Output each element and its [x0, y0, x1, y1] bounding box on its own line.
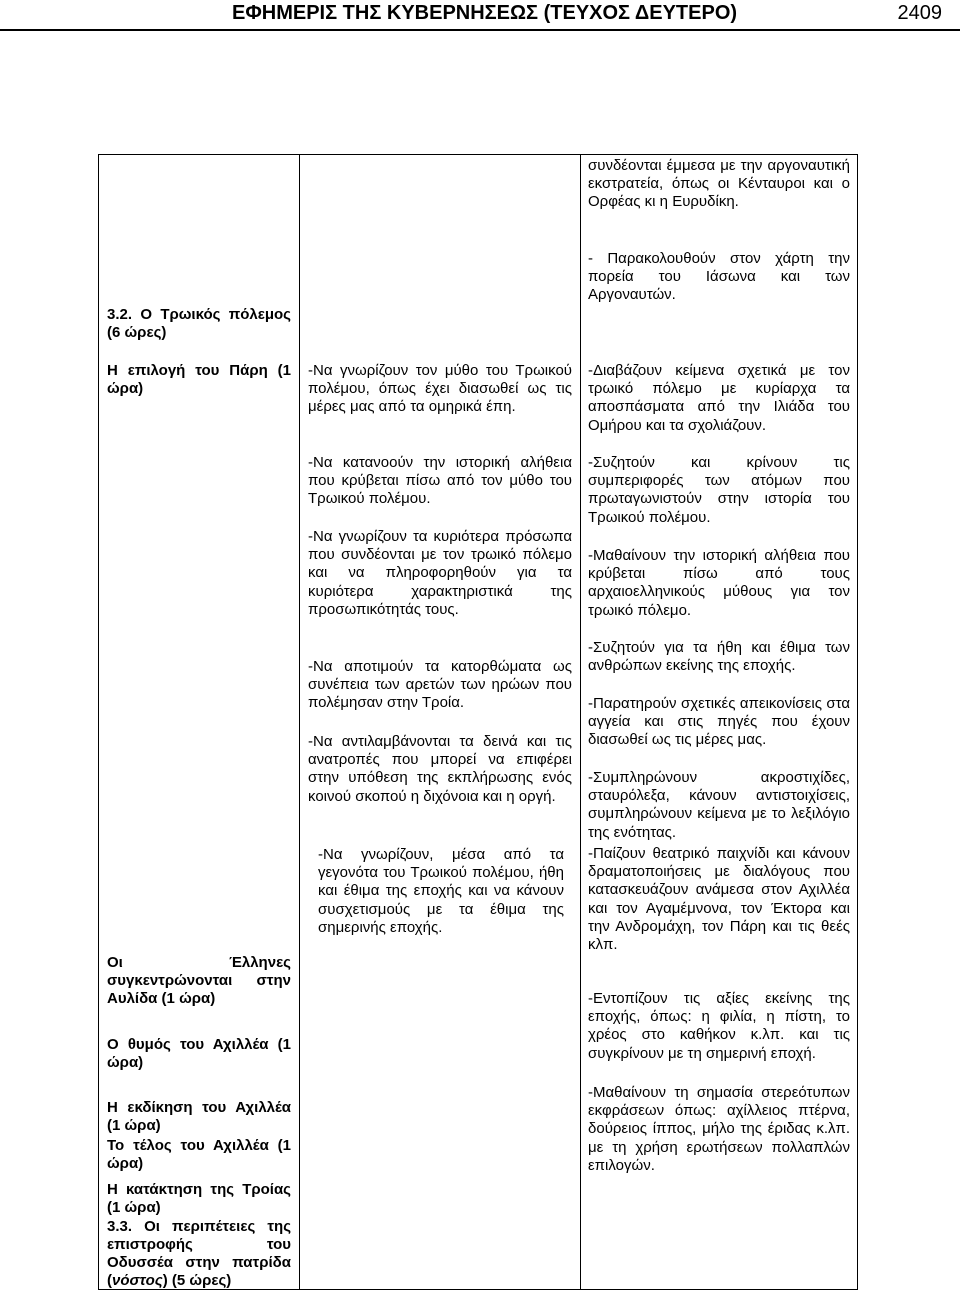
topic-item: Η κατάκτηση της Τροίας (1 ώρα) [107, 1181, 291, 1216]
objective-paragraph: -Να αποτιμούν τα κατορθώματα ως συνέπεια των αρετών των ηρώων που πολέμησαν στην Τροία. [308, 658, 572, 712]
heading-text: ) (5 ώρες) [162, 1272, 232, 1289]
heading-italic-term: νόστος [112, 1272, 163, 1289]
topic-item: Η εκδίκηση του Αχιλλέα (1 ώρα) [107, 1099, 291, 1134]
objective-paragraph: -Να γνωρίζουν, μέσα από τα γεγονότα του Τρωικού πολέμου, ήθη και έθιμα της εποχής και να κάνουν συσχετισμούς με τα έθιμα της σημερινής εποχής. [318, 846, 564, 936]
topic-item: Οι Έλληνες συγκεντρώνονται στην Αυλίδα (1 ώρα) [107, 954, 291, 1007]
page-header [0, 0, 960, 30]
topic-item: Ο θυμός του Αχιλλέα (1 ώρα) [107, 1036, 291, 1071]
activity-paragraph: -Εντοπίζουν τις αξίες εκείνης της εποχής, όπως: η φιλία, η πίστη, το χρέος στο καθήκον κ.λπ. και τις συγκρίνουν με τη σημερινή εποχή. [588, 990, 850, 1062]
activity-paragraph: -Διαβάζουν κείμενα σχετικά με τον τρωικό πόλεμο με κυρίαρχα τα αποσπάσματα από την Ιλιάδα του Ομήρου και τα σχολιάζουν. [588, 362, 850, 434]
objective-paragraph: -Να κατανοούν την ιστορική αλήθεια που κρύβεται πίσω από τον μύθο του Τρωικού πολέμου. [308, 454, 572, 508]
activity-paragraph: -Μαθαίνουν την ιστορική αλήθεια που κρύβεται πίσω από τους αρχαιοελληνικούς μύθους για τον τρωικό πόλεμο. [588, 547, 850, 619]
section-heading [107, 1218, 291, 1290]
activity-paragraph: συνδέονται έμμεσα με την αργοναυτική εκστρατεία, όπως οι Κένταυροι και ο Ορφέας κι η Ευρυδίκη. [588, 157, 850, 211]
section-heading: 3.2. Ο Τρωικός πόλεμος (6 ώρες) [107, 306, 291, 341]
activity-paragraph: -Συζητούν για τα ήθη και έθιμα των ανθρώπων εκείνης της εποχής. [588, 639, 850, 675]
activity-paragraph: -Παίζουν θεατρικό παιχνίδι και κάνουν δραματοποιήσεις με διαλόγους που κατασκευάζουν ανάμεσα στον Αχιλλέα και τον Αγαμέμνονα, τον Έκτορα και την Ανδρομάχη, τον Πάρη και τις θεές κλπ. [588, 845, 850, 954]
topic-item: Η επιλογή του Πάρη (1 ώρα) [107, 362, 291, 397]
header-rule [0, 29, 960, 31]
objective-paragraph: -Να αντιλαμβάνονται τα δεινά και τις ανατροπές που μπορεί να επιφέρει στην υπόθεση της εκπλήρωσης ενός κοινού σκοπού η διχόνοια και η οργή. [308, 733, 572, 805]
heading-text: 3.3. Οι περιπέτειες της επιστροφής του Οδυσσέα στην πατρίδα ( [107, 1218, 291, 1289]
topic-item: Το τέλος του Αχιλλέα (1 ώρα) [107, 1137, 291, 1172]
activities-column [581, 155, 857, 1289]
activity-paragraph: -Συμπληρώνουν ακροστιχίδες, σταυρόλεξα, κάνουν αντιστοιχίσεις, συμπληρώνουν κείμενα με το λεξιλόγιο της ενότητας. [588, 769, 850, 841]
objective-paragraph: -Να γνωρίζουν τα κυριότερα πρόσωπα που συνδέονται με τον τρωικό πόλεμο και να πληροφορηθούν για τα κυριότερα χαρακτηριστικά της προσωπικότητάς τους. [308, 528, 572, 618]
objectives-column [300, 155, 580, 1289]
activity-paragraph: -Παρατηρούν σχετικές απεικονίσεις στα αγγεία και στις πηγές που έχουν διασωθεί ως τις μέρες μας. [588, 695, 850, 749]
curriculum-table [98, 154, 858, 1290]
activity-paragraph: -Μαθαίνουν τη σημασία στερεότυπων εκφράσεων όπως: αχίλλειος πτέρνα, δούρειος ίππος, μήλο της έριδας κ.λπ. με τη χρήση ερωτήσεων πολλαπλών επιλογών. [588, 1084, 850, 1174]
topics-column [99, 155, 299, 1289]
objective-paragraph: -Να γνωρίζουν τον μύθο του Τρωικού πολέμου, όπως έχει διασωθεί ως τις μέρες μας από τα ομηρικά έπη. [308, 362, 572, 416]
activity-paragraph: - Παρακολουθούν στον χάρτη την πορεία του Ιάσωνα και των Αργοναυτών. [588, 250, 850, 304]
gazette-title: ΕΦΗΜΕΡΙΣ ΤΗΣ ΚΥΒΕΡΝΗΣΕΩΣ (ΤΕΥΧΟΣ ΔΕΥΤΕΡΟ) [232, 2, 738, 24]
page-number: 2409 [897, 2, 942, 24]
activity-paragraph: -Συζητούν και κρίνουν τις συμπεριφορές των ατόμων που πρωταγωνιστούν στην ιστορία του Τρωικού πολέμου. [588, 454, 850, 526]
